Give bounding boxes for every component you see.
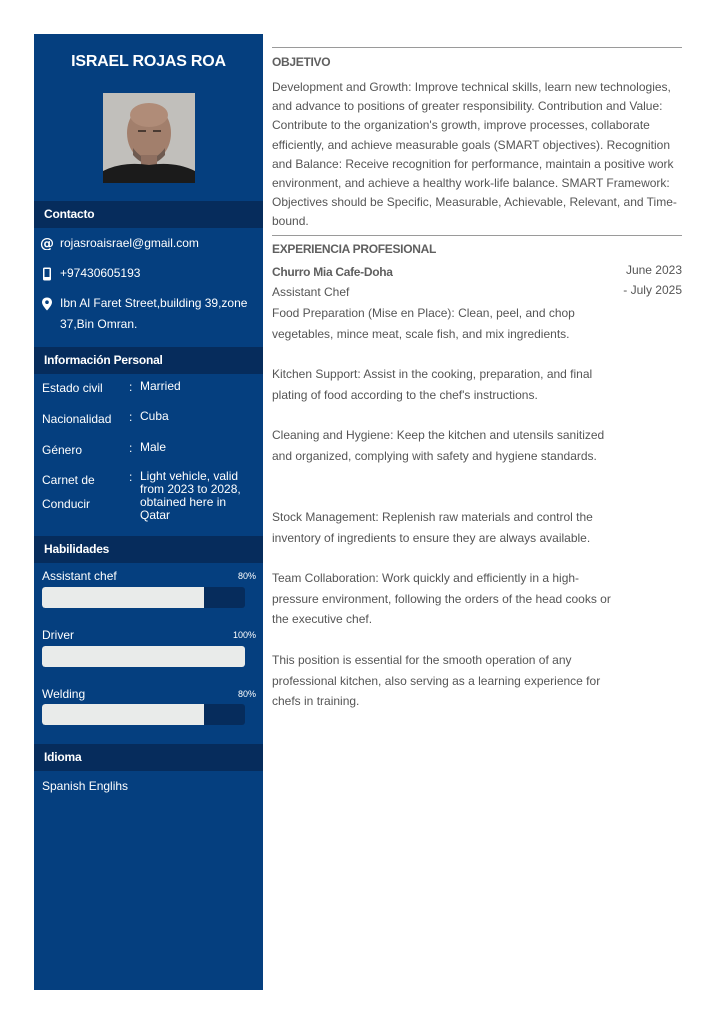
- colon: :: [129, 410, 133, 424]
- language-text: Spanish Englihs: [42, 779, 129, 793]
- estado-civil-value: Married: [140, 379, 181, 393]
- language-heading: Idioma: [34, 744, 263, 771]
- portrait-image: [103, 93, 195, 183]
- carnet-label: Carnet de Conducir: [42, 473, 95, 511]
- nacionalidad-value: Cuba: [140, 409, 169, 423]
- genero-label: Género: [42, 443, 83, 457]
- experience-dates: June 2023 - July 2025: [623, 263, 682, 297]
- skill-name-driver: Driver: [42, 628, 74, 642]
- experience-role: Assistant Chef: [272, 285, 350, 299]
- sidebar: [34, 34, 263, 990]
- experience-paragraph: Team Collaboration: Work quickly and efficiently in a high-pressure environment, following the orders of the head cooks or the executive chef.: [272, 571, 611, 626]
- candidate-name: ISRAEL ROJAS ROA: [71, 53, 226, 70]
- genero-value: Male: [140, 440, 167, 454]
- colon: :: [129, 441, 133, 455]
- mobile-phone-icon: [40, 267, 54, 281]
- experience-paragraph: Stock Management: Replenish raw materials and control the inventory of ingredients to ensure they are always available.: [272, 510, 593, 545]
- skill-pct-assistant-chef: 80%: [237, 571, 256, 581]
- colon: :: [129, 470, 133, 484]
- svg-text:@: @: [40, 236, 54, 250]
- address-text: Ibn Al Faret Street,building 39,zone 37,Bin Omran.: [60, 296, 248, 331]
- carnet-value: Light vehicle, valid from 2023 to 2028, obtained here in Qatar: [140, 469, 241, 522]
- experience-paragraph: This position is essential for the smooth operation of any professional kitchen, also serving as a learning experience for chefs in training.: [272, 653, 601, 708]
- skill-fill-driver: [42, 646, 245, 667]
- colon: :: [129, 380, 133, 394]
- skill-bar-assistant-chef: [42, 587, 245, 608]
- contact-phone[interactable]: [40, 263, 260, 283]
- skill-fill-welding: [42, 704, 204, 725]
- skill-name-welding: Welding: [42, 687, 86, 701]
- skill-bar-welding: [42, 704, 245, 725]
- experience-company: Churro Mia Cafe-Doha: [272, 265, 393, 279]
- skill-pct-welding: 80%: [237, 689, 256, 699]
- phone-text: +97430605193: [60, 266, 141, 280]
- skill-bar-driver: [42, 646, 245, 667]
- map-pin-icon: [40, 297, 54, 311]
- experience-paragraph: Cleaning and Hygiene: Keep the kitchen and utensils sanitized and organized, complying with safety and hygiene standards.: [272, 428, 605, 463]
- objective-heading: OBJETIVO: [272, 55, 331, 69]
- skill-name-assistant-chef: Assistant chef: [42, 569, 117, 583]
- objective-divider: [272, 47, 682, 48]
- skills-heading: Habilidades: [34, 536, 263, 563]
- skill-fill-assistant-chef: [42, 587, 204, 608]
- experience-heading: EXPERIENCIA PROFESIONAL: [272, 242, 437, 256]
- experience-paragraph: Kitchen Support: Assist in the cooking, preparation, and final plating of food according to the chef's instructions.: [272, 367, 593, 402]
- at-sign-icon: [40, 236, 54, 250]
- personal-info-heading: Información Personal: [34, 347, 263, 374]
- nacionalidad-label: Nacionalidad: [42, 412, 112, 426]
- experience-paragraph: Food Preparation (Mise en Place): Clean, peel, and chop vegetables, mince meat, scale fish, and mix ingredients.: [272, 306, 575, 341]
- experience-divider: [272, 235, 682, 236]
- contact-address: [40, 293, 260, 337]
- contact-email[interactable]: [40, 233, 260, 253]
- contact-heading: Contacto: [34, 201, 263, 228]
- objective-text: Development and Growth: Improve technical skills, learn new technologies, and advance to positions of greater responsibility. Contribution and Value: Contribute to the organization's growth, improve processes, collaborate efficiently, and achieve measurable goals (SMART objectives). Recognition and Balance: Receive recognition for performance, maintain a positive work environment, and achieve a healthy work-life balance. SMART Framework: Objectives should be Specific, Measurable, Achievable, Relevant, and Time-bound.: [272, 80, 677, 229]
- email-text: rojasroaisrael@gmail.com: [60, 236, 199, 250]
- estado-civil-label: Estado civil: [42, 381, 103, 395]
- profile-photo: [103, 93, 195, 183]
- skill-pct-driver: 100%: [232, 630, 256, 640]
